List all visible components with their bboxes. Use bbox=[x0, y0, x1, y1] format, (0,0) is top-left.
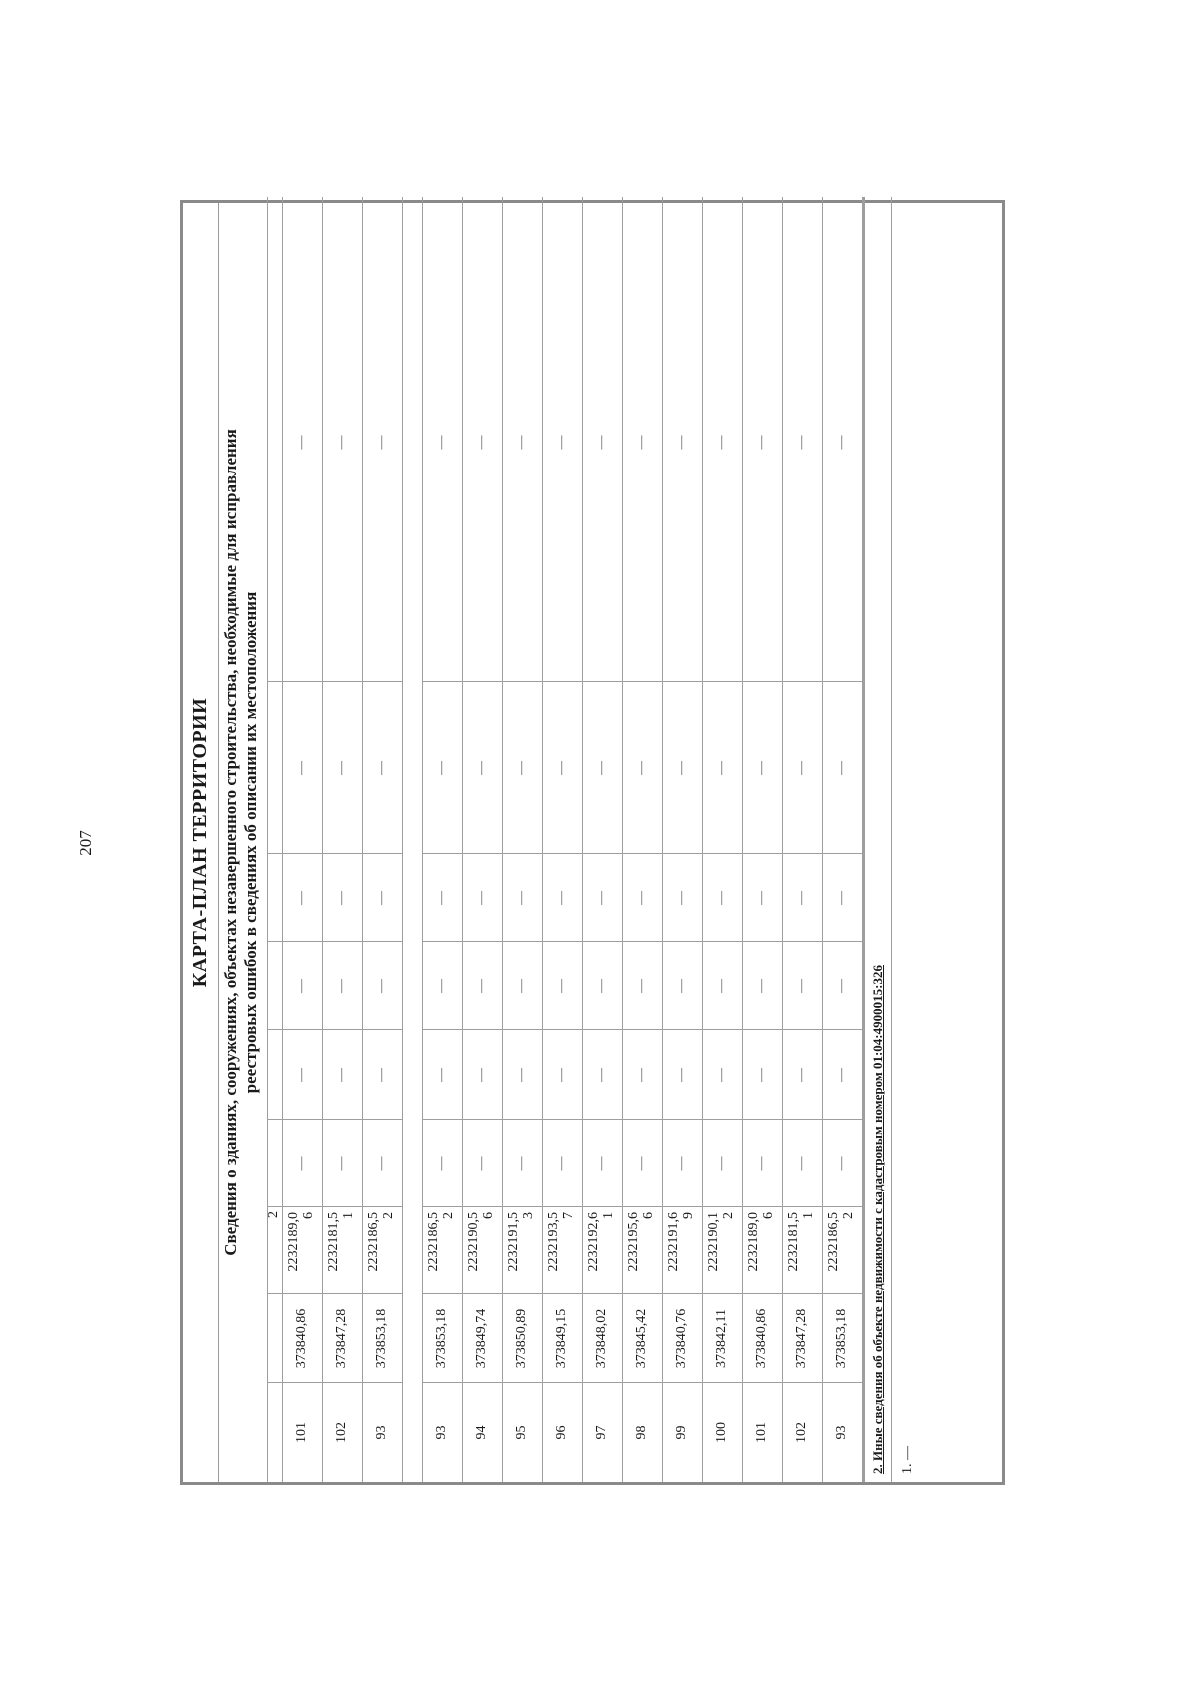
table-cell-x: 373849,74 bbox=[474, 1308, 489, 1369]
table-cell-c4: — bbox=[754, 1156, 769, 1171]
table-cell-c9: — bbox=[374, 435, 389, 450]
table-cell-c9: — bbox=[674, 435, 689, 450]
table-cell-point: 93 bbox=[434, 1425, 449, 1440]
table-cell-c6: — bbox=[754, 979, 769, 993]
subtitle-line-1: Сведения о зданиях, сооружениях, объектах незавершенного строительства, необходимые для исправления bbox=[221, 429, 240, 1256]
document-frame bbox=[180, 200, 1005, 1485]
table-cell-c9: — bbox=[554, 435, 569, 450]
table-cell-c5: — bbox=[334, 1068, 349, 1082]
table-cell-c7: — bbox=[674, 891, 689, 905]
table-cell-x: 373840,76 bbox=[674, 1308, 689, 1369]
table-cell-c8: — bbox=[334, 761, 349, 775]
table-cell-c8: — bbox=[514, 761, 529, 775]
table-cell-c4: — bbox=[474, 1156, 489, 1171]
table-cell-y: 2232190,1 2 bbox=[706, 1212, 736, 1272]
table-h-rule bbox=[891, 197, 892, 1482]
table-cell-c4: — bbox=[374, 1156, 389, 1171]
table-cell-c7: — bbox=[834, 891, 849, 905]
table-cell-c5: — bbox=[714, 1068, 729, 1082]
table-cell-point: 95 bbox=[514, 1425, 529, 1440]
table-cell-c7: — bbox=[634, 891, 649, 905]
table-cell-c7: — bbox=[514, 891, 529, 905]
table-cell-y: 2232191,6 9 bbox=[666, 1212, 696, 1272]
table-cell-c5: — bbox=[514, 1068, 529, 1082]
table-cell-c6: — bbox=[294, 979, 309, 993]
table-cell-y: 2232189,0 6 bbox=[286, 1212, 316, 1272]
table-cell-c4: — bbox=[714, 1156, 729, 1171]
table-cell-point: 99 bbox=[674, 1425, 689, 1440]
carry-over-digit: 2 bbox=[266, 1211, 281, 1218]
table-cell-y: 2232193,5 7 bbox=[546, 1212, 576, 1272]
table-cell-point: 94 bbox=[474, 1425, 489, 1440]
table-cell-c5: — bbox=[594, 1068, 609, 1082]
table-cell-point: 102 bbox=[334, 1422, 349, 1443]
table-cell-c5: — bbox=[634, 1068, 649, 1082]
table-cell-c9: — bbox=[714, 435, 729, 450]
table-cell-x: 373847,28 bbox=[794, 1308, 809, 1369]
table-cell-c5: — bbox=[674, 1068, 689, 1082]
table-cell-c9: — bbox=[434, 435, 449, 450]
table-cell-c9: — bbox=[474, 435, 489, 450]
table-cell-c4: — bbox=[294, 1156, 309, 1171]
table-cell-c5: — bbox=[754, 1068, 769, 1082]
table-cell-x: 373850,89 bbox=[514, 1308, 529, 1369]
table-cell-c6: — bbox=[714, 979, 729, 993]
table-cell-c5: — bbox=[554, 1068, 569, 1082]
table-cell-c7: — bbox=[554, 891, 569, 905]
table-cell-y: 2232186,5 2 bbox=[366, 1212, 396, 1272]
table-cell-c5: — bbox=[474, 1068, 489, 1082]
table-cell-c8: — bbox=[374, 761, 389, 775]
table-cell-c7: — bbox=[294, 891, 309, 905]
table-cell-c9: — bbox=[334, 435, 349, 450]
table-cell-c9: — bbox=[754, 435, 769, 450]
table-cell-point: 101 bbox=[754, 1422, 769, 1443]
section-2-label: 2. Иные сведения об объекте недвижимости с кадастровым номером 01:04:4900015:326 bbox=[870, 965, 885, 1474]
table-cell-c9: — bbox=[294, 435, 309, 450]
table-cell-c6: — bbox=[374, 979, 389, 993]
table-cell-c8: — bbox=[754, 761, 769, 775]
table-cell-point: 93 bbox=[834, 1425, 849, 1440]
table-cell-c6: — bbox=[554, 979, 569, 993]
table-cell-c6: — bbox=[514, 979, 529, 993]
table-cell-c4: — bbox=[794, 1156, 809, 1171]
table-cell-c8: — bbox=[474, 761, 489, 775]
table-h-rule bbox=[402, 197, 403, 1482]
table-cell-point: 102 bbox=[794, 1422, 809, 1443]
table-cell-c4: — bbox=[434, 1156, 449, 1171]
table-cell-c9: — bbox=[794, 435, 809, 450]
table-cell-x: 373848,02 bbox=[594, 1308, 609, 1369]
table-cell-x: 373842,11 bbox=[714, 1309, 729, 1368]
coordinates-table bbox=[183, 203, 1002, 1482]
table-cell-y: 2232186,5 2 bbox=[426, 1212, 456, 1272]
table-cell-c7: — bbox=[794, 891, 809, 905]
table-cell-y: 2232181,5 1 bbox=[786, 1212, 816, 1272]
table-cell-c6: — bbox=[594, 979, 609, 993]
table-cell-c4: — bbox=[674, 1156, 689, 1171]
table-cell-c4: — bbox=[594, 1156, 609, 1171]
table-cell-y: 2232192,6 1 bbox=[586, 1212, 616, 1272]
table-cell-c7: — bbox=[374, 891, 389, 905]
table-cell-c4: — bbox=[834, 1156, 849, 1171]
section-2-item: 1. — bbox=[900, 1446, 915, 1474]
table-cell-c4: — bbox=[334, 1156, 349, 1171]
table-cell-x: 373840,86 bbox=[294, 1308, 309, 1369]
table-cell-c8: — bbox=[554, 761, 569, 775]
table-cell-point: 96 bbox=[554, 1425, 569, 1440]
table-cell-c5: — bbox=[434, 1068, 449, 1082]
table-cell-c8: — bbox=[674, 761, 689, 775]
document-title: КАРТА-ПЛАН ТЕРРИТОРИИ bbox=[189, 697, 211, 988]
table-cell-c6: — bbox=[834, 979, 849, 993]
table-cell-x: 373849,15 bbox=[554, 1308, 569, 1369]
table-cell-c8: — bbox=[794, 761, 809, 775]
table-cell-c9: — bbox=[834, 435, 849, 450]
table-cell-x: 373847,28 bbox=[334, 1308, 349, 1369]
table-cell-y: 2232191,5 3 bbox=[506, 1212, 536, 1272]
table-cell-c8: — bbox=[294, 761, 309, 775]
table-cell-c5: — bbox=[374, 1068, 389, 1082]
table-cell-c6: — bbox=[434, 979, 449, 993]
page-number: 207 bbox=[76, 830, 95, 856]
table-cell-c7: — bbox=[714, 891, 729, 905]
table-cell-c8: — bbox=[714, 761, 729, 775]
table-cell-x: 373853,18 bbox=[374, 1308, 389, 1369]
table-cell-c4: — bbox=[514, 1156, 529, 1171]
table-cell-point: 97 bbox=[594, 1425, 609, 1440]
subtitle-line-2: реестровых ошибок в сведениях об описании их местоположения bbox=[241, 591, 260, 1094]
table-cell-c8: — bbox=[434, 761, 449, 775]
table-cell-c5: — bbox=[834, 1068, 849, 1082]
table-cell-point: 100 bbox=[714, 1422, 729, 1443]
table-cell-c7: — bbox=[434, 891, 449, 905]
table-cell-y: 2232186,5 2 bbox=[826, 1212, 856, 1272]
table-cell-c7: — bbox=[334, 891, 349, 905]
table-cell-x: 373853,18 bbox=[434, 1308, 449, 1369]
table-cell-c9: — bbox=[514, 435, 529, 450]
table-cell-c6: — bbox=[674, 979, 689, 993]
table-cell-x: 373853,18 bbox=[834, 1308, 849, 1369]
table-cell-c6: — bbox=[474, 979, 489, 993]
table-cell-point: 101 bbox=[294, 1422, 309, 1443]
table-cell-x: 373845,42 bbox=[634, 1308, 649, 1369]
table-cell-c8: — bbox=[634, 761, 649, 775]
table-cell-c5: — bbox=[294, 1068, 309, 1082]
table-cell-c6: — bbox=[794, 979, 809, 993]
table-cell-c9: — bbox=[594, 435, 609, 450]
table-cell-c7: — bbox=[474, 891, 489, 905]
table-cell-c4: — bbox=[634, 1156, 649, 1171]
table-cell-y: 2232190,5 6 bbox=[466, 1212, 496, 1272]
table-cell-x: 373840,86 bbox=[754, 1308, 769, 1369]
table-cell-y: 2232189,0 6 bbox=[746, 1212, 776, 1272]
table-cell-c7: — bbox=[594, 891, 609, 905]
table-cell-c8: — bbox=[594, 761, 609, 775]
table-cell-c6: — bbox=[334, 979, 349, 993]
table-cell-c6: — bbox=[634, 979, 649, 993]
table-cell-c5: — bbox=[794, 1068, 809, 1082]
table-cell-c8: — bbox=[834, 761, 849, 775]
table-cell-c9: — bbox=[634, 435, 649, 450]
table-cell-y: 2232195,6 6 bbox=[626, 1212, 656, 1272]
table-cell-c4: — bbox=[554, 1156, 569, 1171]
rotated-page-content bbox=[180, 200, 1005, 1485]
table-cell-y: 2232181,5 1 bbox=[326, 1212, 356, 1272]
table-cell-point: 98 bbox=[634, 1425, 649, 1440]
table-cell-c7: — bbox=[754, 891, 769, 905]
table-cell-point: 93 bbox=[374, 1425, 389, 1440]
